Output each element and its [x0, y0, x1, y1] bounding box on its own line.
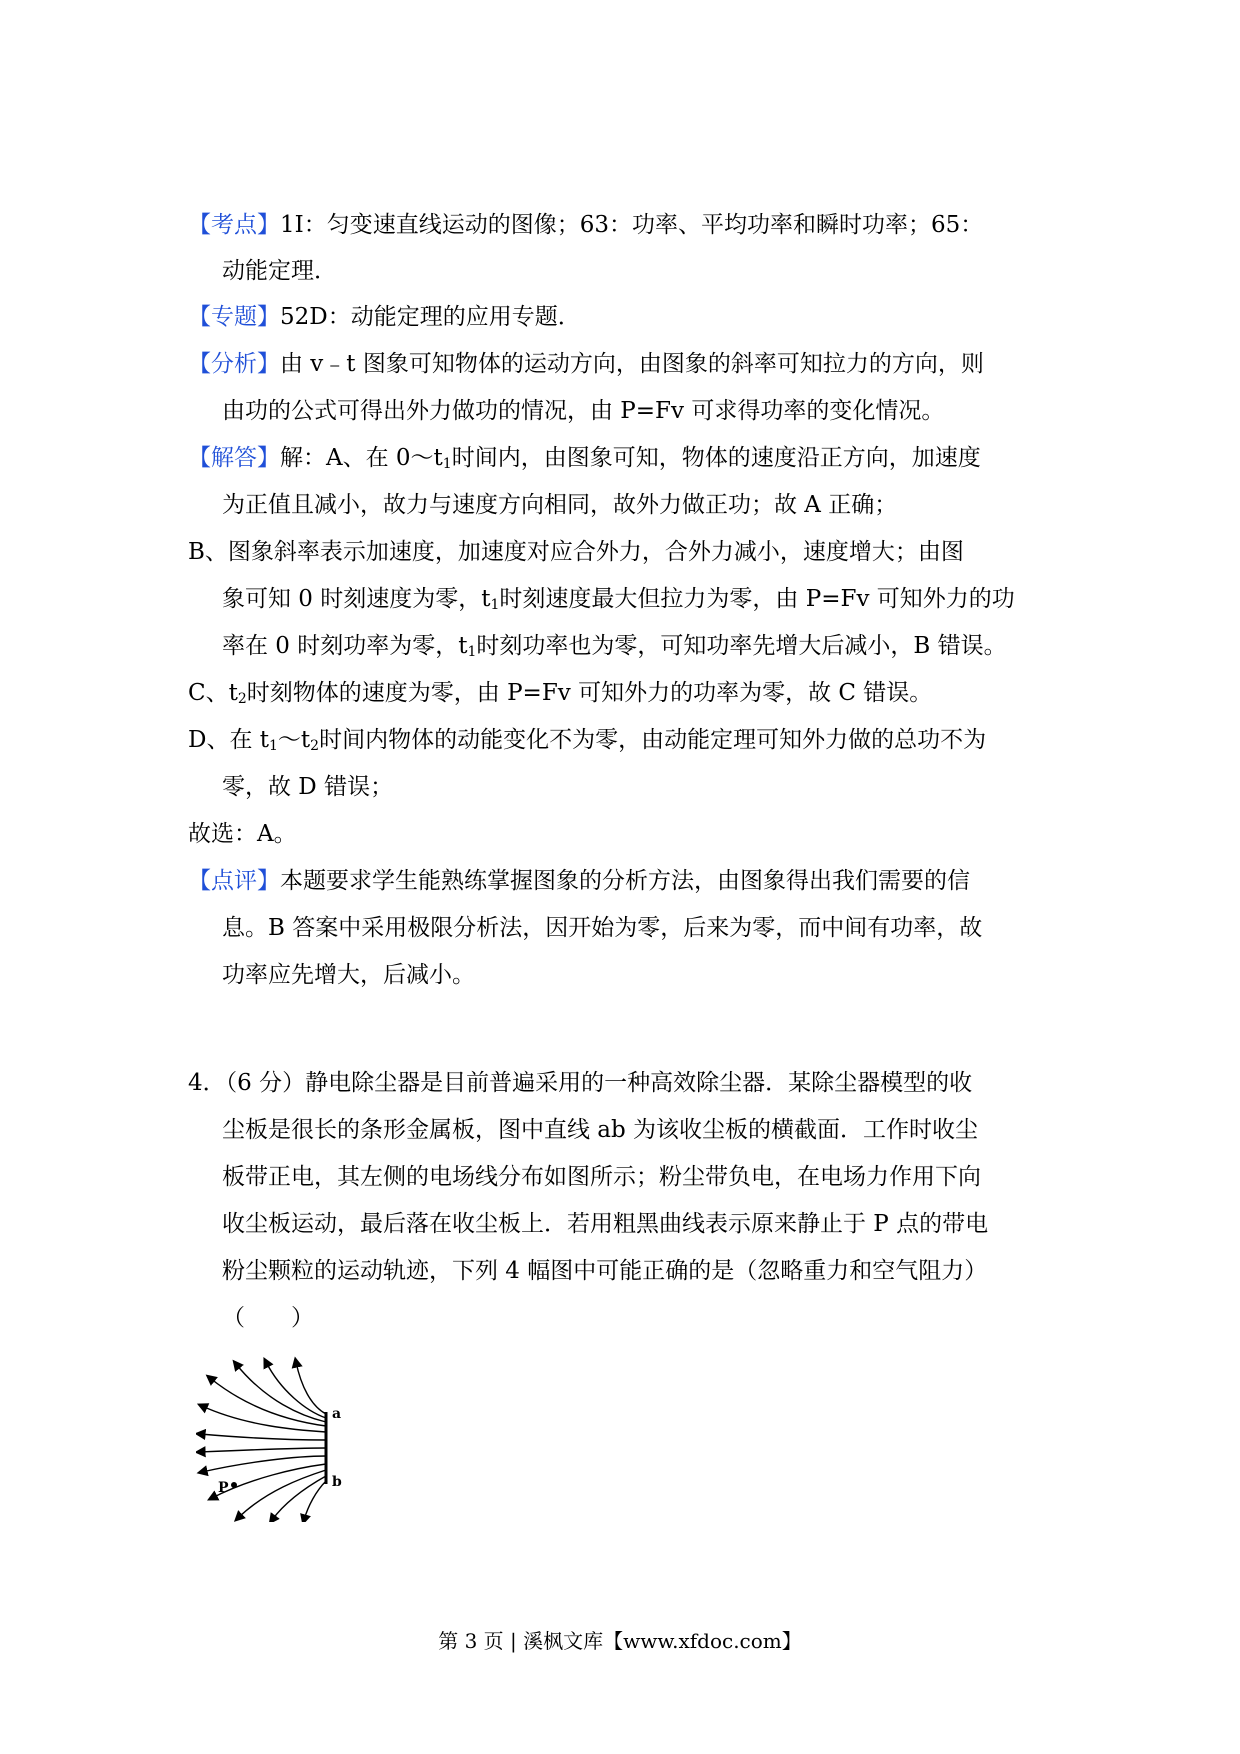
jieda-line-a1 — [188, 443, 981, 473]
zhuanti-tag: 【专题】 — [188, 304, 280, 330]
fenxi-tag: 【分析】 — [188, 351, 280, 377]
label-b: b — [332, 1474, 342, 1490]
point-p-dot — [231, 1482, 237, 1488]
dianping-line-1 — [188, 866, 970, 896]
jieda-line-d2: 零，故 D 错误； — [222, 774, 394, 800]
fenxi-line-2: 由功的公式可得出外力做功的情况，由 P=Fv 可求得功率的变化情况。 — [222, 398, 945, 424]
jieda-c-pre: C、t — [188, 680, 238, 706]
jieda-a1-post: 时间内，由图象可知，物体的速度沿正方向，加速度 — [451, 445, 981, 471]
jieda-d1-sub2: 2 — [310, 738, 320, 754]
question4-line-1: 4．（6 分）静电除尘器是目前普遍采用的一种高效除尘器．某除尘器模型的收 — [188, 1070, 973, 1096]
jieda-line-a2: 为正值且减小，故力与速度方向相同，故外力做正功；故 A 正确； — [222, 492, 898, 518]
question4-line-2: 尘板是很长的条形金属板，图中直线 ab 为该收尘板的横截面．工作时收尘 — [222, 1117, 979, 1143]
jieda-tag: 【解答】 — [188, 445, 280, 471]
zhuanti-text: 52D：动能定理的应用专题． — [280, 304, 581, 330]
question4-line-5: 粉尘颗粒的运动轨迹，下列 4 幅图中可能正确的是（忽略重力和空气阻力） — [222, 1258, 988, 1284]
jieda-line-b2 — [222, 584, 1015, 614]
question4-line-3: 板带正电，其左侧的电场线分布如图所示；粉尘带负电，在电场力作用下向 — [222, 1164, 981, 1190]
fenxi-text-1: 由 v﹣t 图象可知物体的运动方向，由图象的斜率可知拉力的方向，则 — [280, 351, 984, 377]
jieda-b3-pre: 率在 0 时刻功率为零，t — [222, 633, 468, 659]
jieda-b2-sub: 1 — [490, 597, 500, 613]
question4-blank: （ ） — [222, 1305, 314, 1331]
field-lines — [200, 1362, 326, 1520]
question4-line-4: 收尘板运动，最后落在收尘板上．若用粗黑曲线表示原来静止于 P 点的带电 — [222, 1211, 989, 1237]
jieda-d1-sub1: 1 — [269, 738, 278, 754]
kaodian-line-2: 动能定理． — [222, 258, 337, 284]
kaodian-text-1: 1I：匀变速直线运动的图像；63：功率、平均功率和瞬时功率；65： — [280, 212, 984, 238]
jieda-line-b3 — [222, 631, 1007, 661]
dianping-tag: 【点评】 — [188, 868, 280, 894]
jieda-d1-post: 时间内物体的动能变化不为零，由动能定理可知外力做的总功不为 — [319, 727, 987, 753]
jieda-a1-sub: 1 — [442, 456, 452, 472]
jieda-d1-mid: ～t — [277, 727, 311, 753]
jieda-b2-post: 时刻速度最大但拉力为零，由 P=Fv 可知外力的功 — [499, 586, 1015, 612]
label-p: P — [218, 1480, 229, 1496]
jieda-line-d1 — [188, 725, 986, 755]
jieda-a1-pre: 解：A、在 0～t — [280, 445, 443, 471]
page-footer: 第 3 页 | 溪枫文库【www.xfdoc.com】 — [438, 1629, 802, 1653]
jieda-b3-sub: 1 — [467, 644, 477, 660]
jieda-c-sub: 2 — [237, 691, 247, 707]
jieda-answer: 故选：A。 — [188, 821, 297, 847]
kaodian-tag: 【考点】 — [188, 212, 280, 238]
jieda-b2-pre: 象可知 0 时刻速度为零，t — [222, 586, 491, 612]
fenxi-line-1 — [188, 349, 984, 379]
jieda-b3-post: 时刻功率也为零，可知功率先增大后减小，B 错误。 — [476, 633, 1007, 659]
jieda-d1-pre: D、在 t — [188, 727, 269, 753]
jieda-line-c — [188, 678, 932, 708]
kaodian-line-1 — [188, 210, 983, 240]
jieda-c-post: 时刻物体的速度为零，由 P=Fv 可知外力的功率为零，故 C 错误。 — [246, 680, 933, 706]
jieda-line-b1: B、图象斜率表示加速度，加速度对应合外力，合外力减小，速度增大；由图 — [188, 539, 964, 565]
electric-field-figure — [196, 1356, 356, 1522]
zhuanti-line — [188, 302, 581, 332]
label-a: a — [332, 1406, 342, 1422]
dianping-line-3: 功率应先增大，后减小。 — [222, 962, 475, 988]
dianping-line-2: 息。B 答案中采用极限分析法，因开始为零，后来为零，而中间有功率，故 — [222, 915, 983, 941]
dianping-text-1: 本题要求学生能熟练掌握图象的分析方法，由图象得出我们需要的信 — [280, 868, 970, 894]
